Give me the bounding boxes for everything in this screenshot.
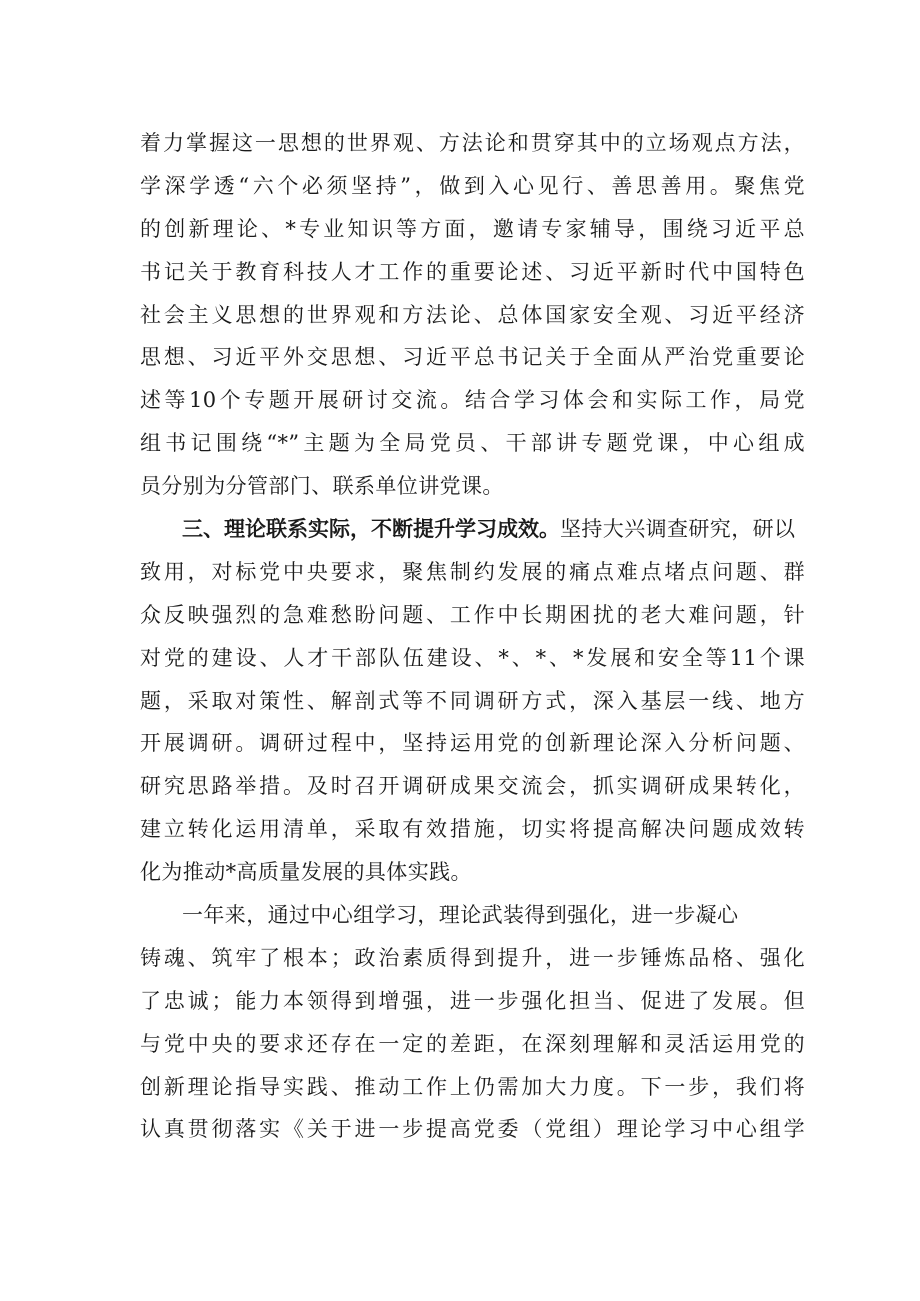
text-line: 致用，对标党中央要求，聚焦制约发展的痛点难点堵点问题、群 bbox=[140, 559, 805, 584]
paragraph-3 bbox=[140, 894, 805, 1151]
text-line: 社会主义思想的世界观和方法论、总体国家安全观、习近平经济 bbox=[140, 302, 805, 327]
text-line: 的创新理论、*专业知识等方面，邀请专家辅导，围绕习近平总 bbox=[140, 216, 805, 241]
text-line: 一年来，通过中心组学习，理论武装得到强化，进一步凝心 bbox=[182, 903, 739, 928]
text-line: 组书记围绕“*”主题为全局党员、干部讲专题党课，中心组成 bbox=[140, 431, 805, 456]
text-line: 思想、习近平外交思想、习近平总书记关于全面从严治党重要论 bbox=[140, 345, 805, 370]
document-body bbox=[140, 122, 805, 1151]
section-heading: 三、理论联系实际，不断提升学习成效。 bbox=[182, 517, 560, 542]
text-line: 铸魂、筑牢了根本；政治素质得到提升，进一步锤炼品格、强化 bbox=[140, 945, 805, 970]
text-line: 了忠诚；能力本领得到增强，进一步强化担当、促进了发展。但 bbox=[140, 988, 805, 1013]
text-line: 对党的建设、人才干部队伍建设、*、*、*发展和安全等11个课 bbox=[140, 645, 805, 670]
text-line: 员分别为分管部门、联系单位讲党课。 bbox=[140, 474, 504, 499]
paragraph-2 bbox=[140, 508, 805, 894]
text-line: 创新理论指导实践、推动工作上仍需加大力度。下一步，我们将 bbox=[140, 1074, 805, 1099]
text-line: 认真贯彻落实《关于进一步提高党委（党组）理论学习中心组学 bbox=[140, 1117, 805, 1142]
text-line: 学深学透“六个必须坚持”，做到入心见行、善思善用。聚焦党 bbox=[140, 173, 805, 198]
paragraph-1 bbox=[140, 122, 805, 508]
text-line: 着力掌握这一思想的世界观、方法论和贯穿其中的立场观点方法， bbox=[140, 131, 805, 155]
text-line bbox=[140, 508, 805, 551]
text-line: 化为推动*高质量发展的具体实践。 bbox=[140, 860, 472, 885]
text-line: 建立转化运用清单，采取有效措施，切实将提高解决问题成效转 bbox=[140, 817, 805, 842]
text-line: 开展调研。调研过程中，坚持运用党的创新理论深入分析问题、 bbox=[140, 731, 805, 756]
text-line: 与党中央的要求还存在一定的差距，在深刻理解和灵活运用党的 bbox=[140, 1031, 805, 1056]
heading-line-rest: 坚持大兴调查研究，研以 bbox=[560, 517, 796, 542]
text-line: 书记关于教育科技人才工作的重要论述、习近平新时代中国特色 bbox=[140, 259, 805, 284]
text-line: 题，采取对策性、解剖式等不同调研方式，深入基层一线、地方 bbox=[140, 688, 805, 713]
text-line: 研究思路举措。及时召开调研成果交流会，抓实调研成果转化， bbox=[140, 774, 805, 799]
text-line: 众反映强烈的急难愁盼问题、工作中长期困扰的老大难问题，针 bbox=[140, 602, 805, 627]
text-line: 述等10个专题开展研讨交流。结合学习体会和实际工作，局党 bbox=[140, 388, 805, 413]
